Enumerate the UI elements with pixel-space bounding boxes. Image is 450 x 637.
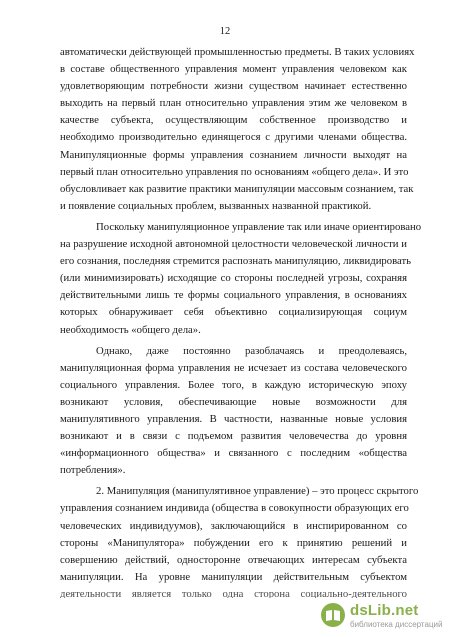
text-line: качестве субъекта, осуществляющим собственное производство и <box>60 114 407 127</box>
text-line: в составе общественного управления момент управления человеком как <box>60 63 407 76</box>
text-line: на разрушение исходной автономной целостности человеческой личности и <box>60 238 407 251</box>
text-line: стороны «Манипулятора» побуждении его к принятию решений и <box>60 536 407 549</box>
text-line: и появление социальных проблем, вызванных названной практикой. <box>60 199 372 212</box>
watermark-tagline: библиотека диссертаций <box>350 620 443 629</box>
book-icon <box>320 602 346 628</box>
page-body <box>60 44 422 598</box>
text-line: социального управления. Более того, в каждую историческую эпоху <box>60 378 407 391</box>
text-line: Поскольку манипуляционное управление так или иначе ориентировано <box>96 220 422 233</box>
text-line: обусловливает как развитие практики манипуляции массовым сознанием, так <box>60 182 414 195</box>
text-line: действительными лишь те формы социального управления, в основаниях <box>60 289 407 302</box>
watermark[interactable] <box>320 601 443 631</box>
text-line: «информационного общества» и связанного с последним «общества <box>60 447 407 460</box>
text-line: (или минимизировать) исходящие со стороны последней угрозы, сохраняя <box>60 272 407 285</box>
text-line: Однако, даже постоянно разоблачаясь и преодолеваясь, <box>96 344 407 357</box>
text-line: человеческих индивидуумов), заключающийся в инспирированном со <box>60 519 407 532</box>
text-line: совершению действий, односторонне отвечающих интересам субъекта <box>60 553 407 566</box>
text-line: его сознания, последняя стремится распознать манипуляцию, ликвидировать <box>60 255 412 268</box>
text-line: необходимо производительно единящегося с другими членами общества. <box>60 131 407 144</box>
text-line: манипуляционная форма управления не исчезает из состава человеческого <box>60 361 407 374</box>
watermark-brand: dsLib.net <box>350 602 419 619</box>
text-line: манипуляции. На уровне манипуляции действительным субъектом <box>60 570 407 583</box>
text-line: возникают и в связи с подъемом развития человечества до уровня <box>60 430 407 443</box>
text-line: Манипуляционные формы управления сознанием личности выходят на <box>60 148 407 161</box>
text-line: 2. Манипуляция (манипулятивное управление) – это процесс скрытого <box>96 485 419 498</box>
text-line: возникают условия, обеспечивающие новые возможности для <box>60 395 407 408</box>
text-line: которых обнаруживает себя объективно социализирующая социум <box>60 306 407 319</box>
text-line: потребления». <box>60 464 126 477</box>
text-line: деятельности является только одна сторона социально-деятельного <box>60 587 407 598</box>
text-line: необходимость «общего дела». <box>60 323 201 336</box>
text-line: манипулятивного управления. В частности, названные новые условия <box>60 412 407 425</box>
page-number: 12 <box>219 26 231 37</box>
text-line: автоматически действующей промышленностью предметы. В таких условиях <box>60 46 415 58</box>
text-line: удовлетворяющим потребности жизни существом начинает естественно <box>60 80 407 93</box>
text-line: выходить на первый план относительно управления этим же человеком в <box>60 97 407 110</box>
text-line: первый план относительно управления по основаниям «общего дела». И это <box>60 165 409 178</box>
text-line: управления сознанием индивида (общества в совокупности образующих его <box>60 502 409 515</box>
